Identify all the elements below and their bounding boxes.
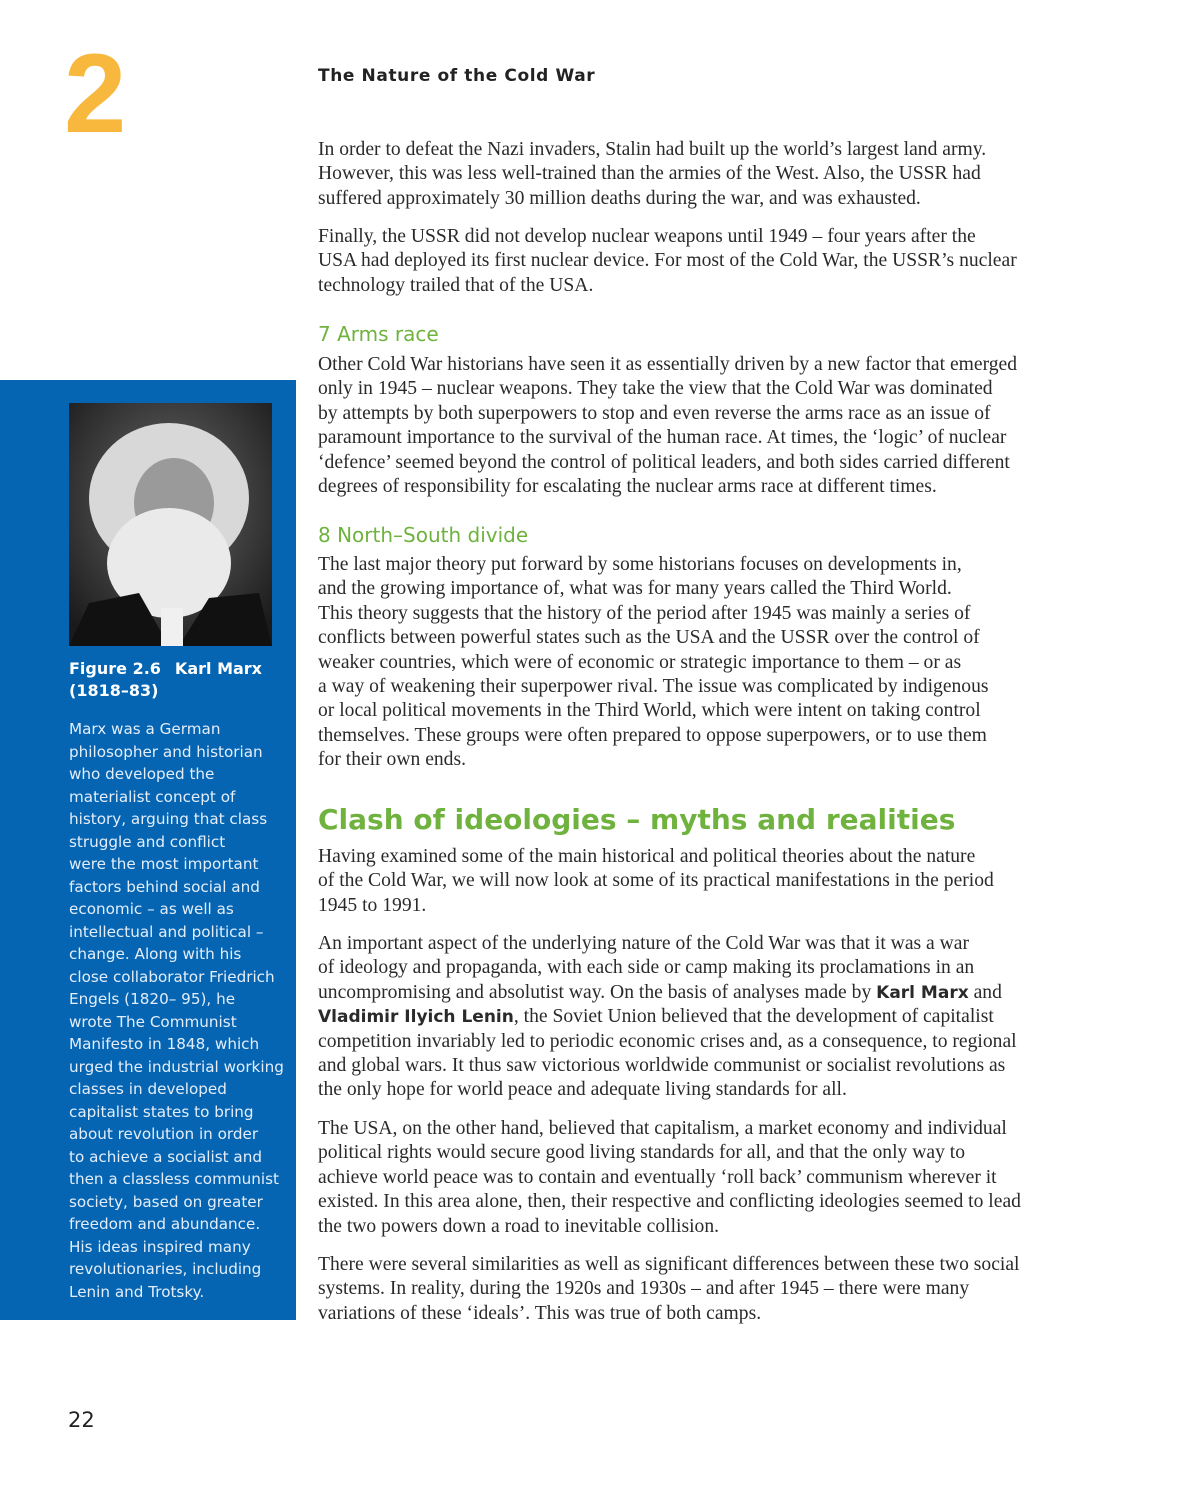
text-line: struggle and conflict (69, 832, 226, 851)
text-line: classes in developed (69, 1080, 227, 1098)
text-line: for their own ends. (318, 749, 467, 771)
paragraph (318, 845, 1048, 918)
text-line: economic – as well as (69, 900, 234, 918)
text-line: achieve world peace was to contain and eventually ‘roll back’ communism wherever it (318, 1166, 997, 1188)
text-line: philosopher and historian (69, 742, 263, 761)
text-line: and global wars. It thus saw victorious worldwide communist or socialist revolutions as (318, 1055, 1006, 1077)
text-line: revolutionaries, including (69, 1260, 262, 1278)
text-line: Other Cold War historians have seen it as essentially driven by a new factor that emerged (318, 354, 1018, 375)
section-heading-north-south: 8 North–South divide (318, 523, 529, 547)
text-line: freedom and abundance. (69, 1215, 261, 1233)
figure-title: Karl Marx (174, 659, 262, 678)
text-line: by attempts by both superpowers to stop and even reverse the arms race as an issue of (318, 402, 991, 424)
text-line (318, 1005, 1048, 1029)
sidebar-text (69, 718, 284, 1303)
text-line: a way of weakening their superpower rival. The issue was complicated by indigenous (318, 676, 989, 698)
text-line: or local political movements in the Third World, which were intent on taking control (318, 700, 981, 722)
text-line: weaker countries, which were of economic or strategic importance to them – or as (318, 651, 962, 673)
text-line: history, arguing that class (69, 810, 268, 828)
paragraph (318, 1253, 1048, 1326)
paragraph (318, 1117, 1048, 1239)
text-line: society, based on greater (69, 1192, 263, 1211)
text-line: the only hope for world peace and adequate living standards for all. (318, 1079, 847, 1101)
paragraph (318, 353, 1048, 499)
text: uncompromising and absolutist way. On the basis of analyses made by (318, 981, 877, 1003)
text-line: Engels (1820– 95), he (69, 990, 236, 1008)
text-line: were the most important (69, 855, 259, 873)
text-line: technology trailed that of the USA. (318, 274, 594, 296)
text-line: An important aspect of the underlying nature of the Cold War was that it was a war (318, 933, 970, 954)
text-line: who developed the (69, 765, 215, 783)
figure-caption (69, 658, 262, 702)
text-line: close collaborator Friedrich (69, 967, 275, 986)
text-line: Marx was a German (69, 720, 221, 738)
text-line: intellectual and political – (69, 922, 264, 941)
text-line: The USA, on the other hand, believed that capitalism, a market economy and individual (318, 1118, 1007, 1139)
text-line (318, 981, 1048, 1005)
text: , the Soviet Union believed that the development of capitalist (513, 1006, 994, 1028)
chapter-number: 2 (64, 31, 127, 156)
paragraph (318, 932, 1048, 1103)
text-line: 1945 to 1991. (318, 894, 427, 916)
running-header: The Nature of the Cold War (318, 66, 596, 86)
text-line: change. Along with his (69, 945, 242, 963)
text: and (968, 981, 1002, 1003)
text-line: Lenin and Trotsky. (69, 1282, 205, 1301)
paragraph (318, 138, 1048, 211)
text-line: existed. In this area alone, then, their respective and conflicting ideologies seemed to lead (318, 1191, 1021, 1213)
text-line: conflicts between powerful states such as the USA and the USSR over the control of (318, 627, 980, 649)
bold-term-karl-marx: Karl Marx (876, 982, 969, 1003)
text-line: of ideology and propaganda, with each side or camp making its proclamations in an (318, 957, 975, 979)
text-line: In order to defeat the Nazi invaders, Stalin had built up the world’s largest land army. (318, 139, 987, 160)
text-line: degrees of responsibility for escalating the nuclear arms race at different times. (318, 476, 937, 498)
text-line: paramount importance to the survival of the human race. At times, the ‘logic’ of nuclear (318, 427, 1007, 449)
text-line: the two powers down a road to inevitable collision. (318, 1215, 720, 1237)
figure-label: Figure 2.6 (69, 659, 161, 678)
text-line: then a classless communist (69, 1170, 279, 1188)
text-line: Finally, the USSR did not develop nuclear weapons until 1949 – four years after the (318, 226, 976, 247)
text-line: ‘defence’ seemed beyond the control of political leaders, and both sides carried different (318, 451, 1010, 473)
text-line: political rights would secure good living standards for all, and that the only way to (318, 1142, 966, 1164)
text-line: This theory suggests that the history of the period after 1945 was mainly a series of (318, 602, 971, 624)
section-heading-arms-race: 7 Arms race (318, 322, 439, 346)
text-line: to achieve a socialist and (69, 1147, 263, 1166)
text-line: The last major theory put forward by some historians focuses on developments in, (318, 554, 962, 575)
text-line: variations of these ‘ideals’. This was true of both camps. (318, 1302, 762, 1324)
text-line: However, this was less well-trained than the armies of the West. Also, the USSR had (318, 163, 981, 185)
text-line: and the growing importance of, what was for many years called the Third World. (318, 578, 952, 600)
text-line: wrote The Communist (69, 1012, 237, 1031)
paragraph (318, 225, 1048, 298)
text-line: USA had deployed its first nuclear device. For most of the Cold War, the USSR’s nuclear (318, 250, 1017, 272)
text-line: systems. In reality, during the 1920s and 1930s – and after 1945 – there were many (318, 1278, 970, 1300)
text-line: themselves. These groups were often prepared to oppose superpowers, or to use them (318, 724, 987, 746)
text-line: capitalist states to bring (69, 1102, 254, 1121)
text-line: materialist concept of (69, 787, 236, 806)
bold-term-lenin: Vladimir Ilyich Lenin (318, 1007, 514, 1028)
text-line: factors behind social and (69, 877, 260, 896)
text-line: urged the industrial working (69, 1057, 284, 1076)
text-line: His ideas inspired many (69, 1237, 251, 1256)
page-number: 22 (68, 1408, 95, 1432)
text-line: suffered approximately 30 million deaths during the war, and was exhausted. (318, 187, 921, 209)
text-line: about revolution in order (69, 1125, 259, 1143)
paragraph (318, 553, 1048, 773)
text-line: Manifesto in 1848, which (69, 1035, 260, 1053)
text-line: There were several similarities as well as significant differences between these two social (318, 1254, 1020, 1275)
text-line: of the Cold War, we will now look at some of its practical manifestations in the period (318, 870, 994, 892)
section-heading-clash: Clash of ideologies – myths and realities (318, 803, 956, 836)
text-line: only in 1945 – nuclear weapons. They take the view that the Cold War was dominated (318, 378, 993, 400)
figure-dates: (1818–83) (69, 681, 159, 700)
text-line: Having examined some of the main historical and political theories about the nature (318, 846, 976, 867)
karl-marx-portrait (69, 403, 272, 646)
text-line: competition invariably led to periodic economic crises and, as a consequence, to regional (318, 1030, 1017, 1052)
